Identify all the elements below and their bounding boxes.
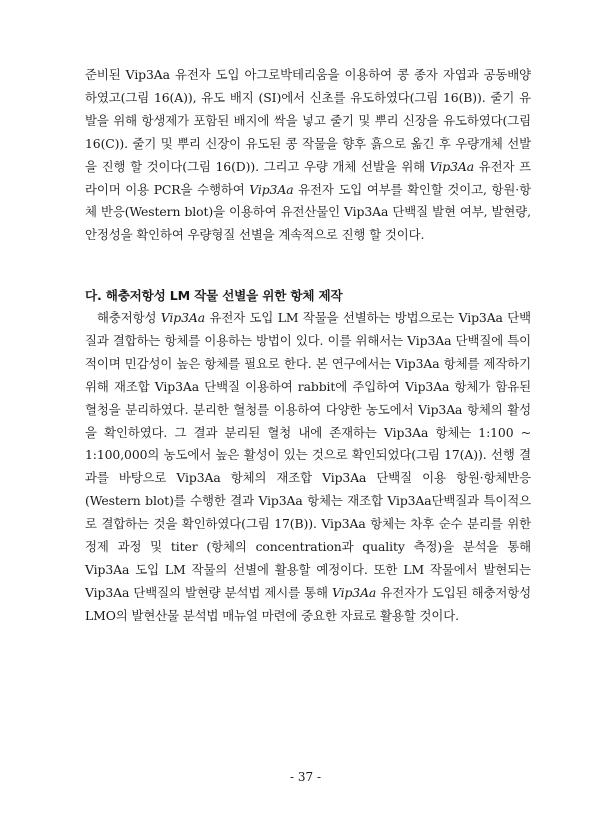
gene-name-italic: Vip3Aa [429,158,475,174]
paragraph-1-text-a: 준비된 Vip3Aa 유전자 도입 아그로박테리움을 이용하여 콩 종자 자엽과 공동배양 하였고(그림 16(A)), 유도 배지 (SI)에서 신초를 유도하였다(그림 16(B)). 줄기 유발을 위해 항생제가 포함된 배지에 싹을 넣고 줄기 및 뿌리 신장을 유도하였다(그림 16(C)). 줄기 및 뿌리 신장이 유도된 콩 작물을 향후 흙으로 옮긴 후 우량개체 선발을 진행 할 것이다(그림 16(D)). 그리고 우량 개체 선발을 위해 [85,67,531,174]
gene-name-italic: Vip3Aa [249,181,294,197]
gene-name-italic: Vip3Aa [331,584,377,600]
gene-name-italic: Vip3Aa [160,310,206,325]
section-heading: 다. 해충저항성 LM 작물 선별을 위한 항체 제작 [85,288,343,303]
body-paragraph-1 [85,64,531,247]
paragraph-2-text-b: 유전자 도입 LM 작물을 선별하는 방법으로는 Vip3Aa 단백질과 결합하는 항체를 이용하는 방법이 있다. 이를 위해서는 Vip3Aa 단백질에 특이적이며 민감성이 높은 항체를 필요로 한다. 본 연구에서는 Vip3Aa 항체를 제작하기 위해 재조합 Vip3Aa 단백질 이용하여 rabbit에 주입하여 Vip3Aa 항체가 함유된 혈청을 분리하였다. 분리한 혈청를 이용하여 다양한 농도에서 Vip3Aa 항체의 활성을 확인하였다. 그 결과 분리된 혈청 내에 존재하는 Vip3Aa 항체는 1:100 ~ 1:100,000의 농도에서 높은 활성이 있는 것으로 확인되었다(그림 17(A)). 선행 결과를 바탕으로 Vip3Aa 항체의 재조합 Vip3Aa 단백질 이용 항원·항체반응(Western blot)를 수행한 결과 Vip3Aa 항체는 재조합 Vip3Aa단백질과 특이적으로 결합하는 것을 확인하였다(그림 17(B)). Vip3Aa 항체는 차후 순수 분리를 위한 정제 과정 및 titer (항체의 concentration과 quality 측정)을 분석을 통해 Vip3Aa 도입 LM 작물의 선별에 활용할 예정이다. 또한 LM 작물에서 발현되는 Vip3Aa 단백질의 발현량 분석법 제시를 통해 [85,310,532,600]
page-number: - 37 - [289,770,321,784]
paragraph-2-text-c: 유전자가 도입된 해충저항성 LMO의 발현산물 분석법 매뉴얼 마련에 중요한 자료로 활용할 것이다. [85,584,531,623]
paragraph-2-text-a: 해충저항성 [97,310,161,325]
paragraph-1-text-b: 유전자 프라이머 이용 PCR을 수행하여 [85,158,531,197]
body-paragraph-2 [85,307,531,628]
paragraph-1-text-c: 유전자 도입 여부를 확인할 것이고, 항원·항체 반응(Western blot)을 이용하여 유전산물인 Vip3Aa 단백질 발현 여부, 발현량, 안정성을 확인하여 우량형질 선별을 계속적으로 진행 할 것이다. [85,181,531,243]
